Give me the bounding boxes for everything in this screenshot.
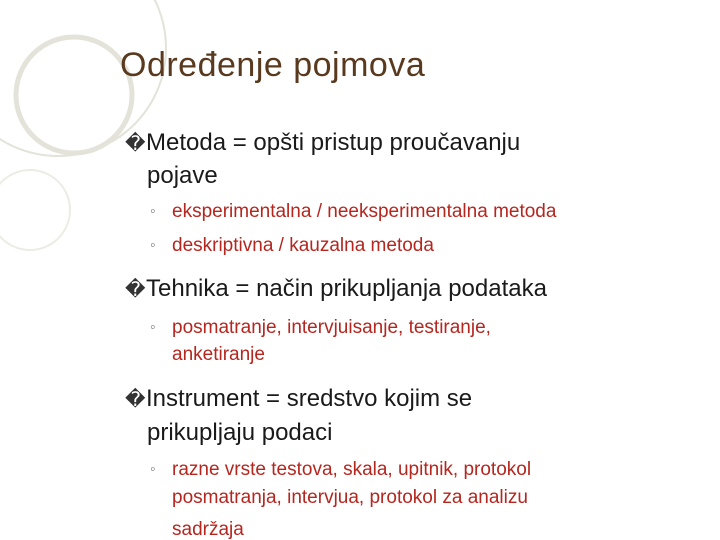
sub-bullet-glyph: ◦ <box>150 237 156 254</box>
bullet-item-text: Instrument = sredstvo kojim se <box>146 385 473 412</box>
sub-bullet-glyph: ◦ <box>150 461 156 478</box>
bullet-item-tehnika <box>125 272 547 307</box>
bullet-item-continuation: prikupljaju podaci <box>147 419 333 446</box>
bullet-glyph: � <box>125 389 146 411</box>
bullet-item-metoda <box>125 126 520 161</box>
bullet-glyph: � <box>125 279 146 301</box>
sub-bullet-text: deskriptivna / kauzalna metoda <box>172 235 434 256</box>
sub-bullet-item <box>150 456 532 483</box>
sub-bullet-text: razne vrste testova, skala, upitnik, protokol <box>172 459 532 480</box>
sub-bullet-continuation: anketiranje <box>172 344 265 365</box>
slide-title: Određenje pojmova <box>120 46 426 84</box>
sub-bullet-text: posmatranje, intervjuisanje, testiranje, <box>172 317 491 338</box>
sub-bullet-glyph: ◦ <box>150 319 156 336</box>
bullet-item-continuation: pojave <box>147 162 218 189</box>
bullet-item-text: Metoda = opšti pristup proučavanju <box>146 129 521 156</box>
sub-bullet-continuation: sadržaja <box>172 519 244 540</box>
sub-bullet-glyph: ◦ <box>150 203 156 220</box>
bullet-item-text: Tehnika = način prikupljanja podataka <box>146 275 547 302</box>
sub-bullet-item <box>150 314 491 341</box>
bullet-glyph: � <box>125 133 146 155</box>
sub-bullet-item <box>150 198 557 225</box>
sub-bullet-text: eksperimentalna / neeksperimentalna metoda <box>172 201 557 222</box>
sub-bullet-item <box>150 232 434 259</box>
bullet-item-instrument <box>125 382 472 417</box>
sub-bullet-continuation: posmatranja, intervjua, protokol za analizu <box>172 487 528 508</box>
